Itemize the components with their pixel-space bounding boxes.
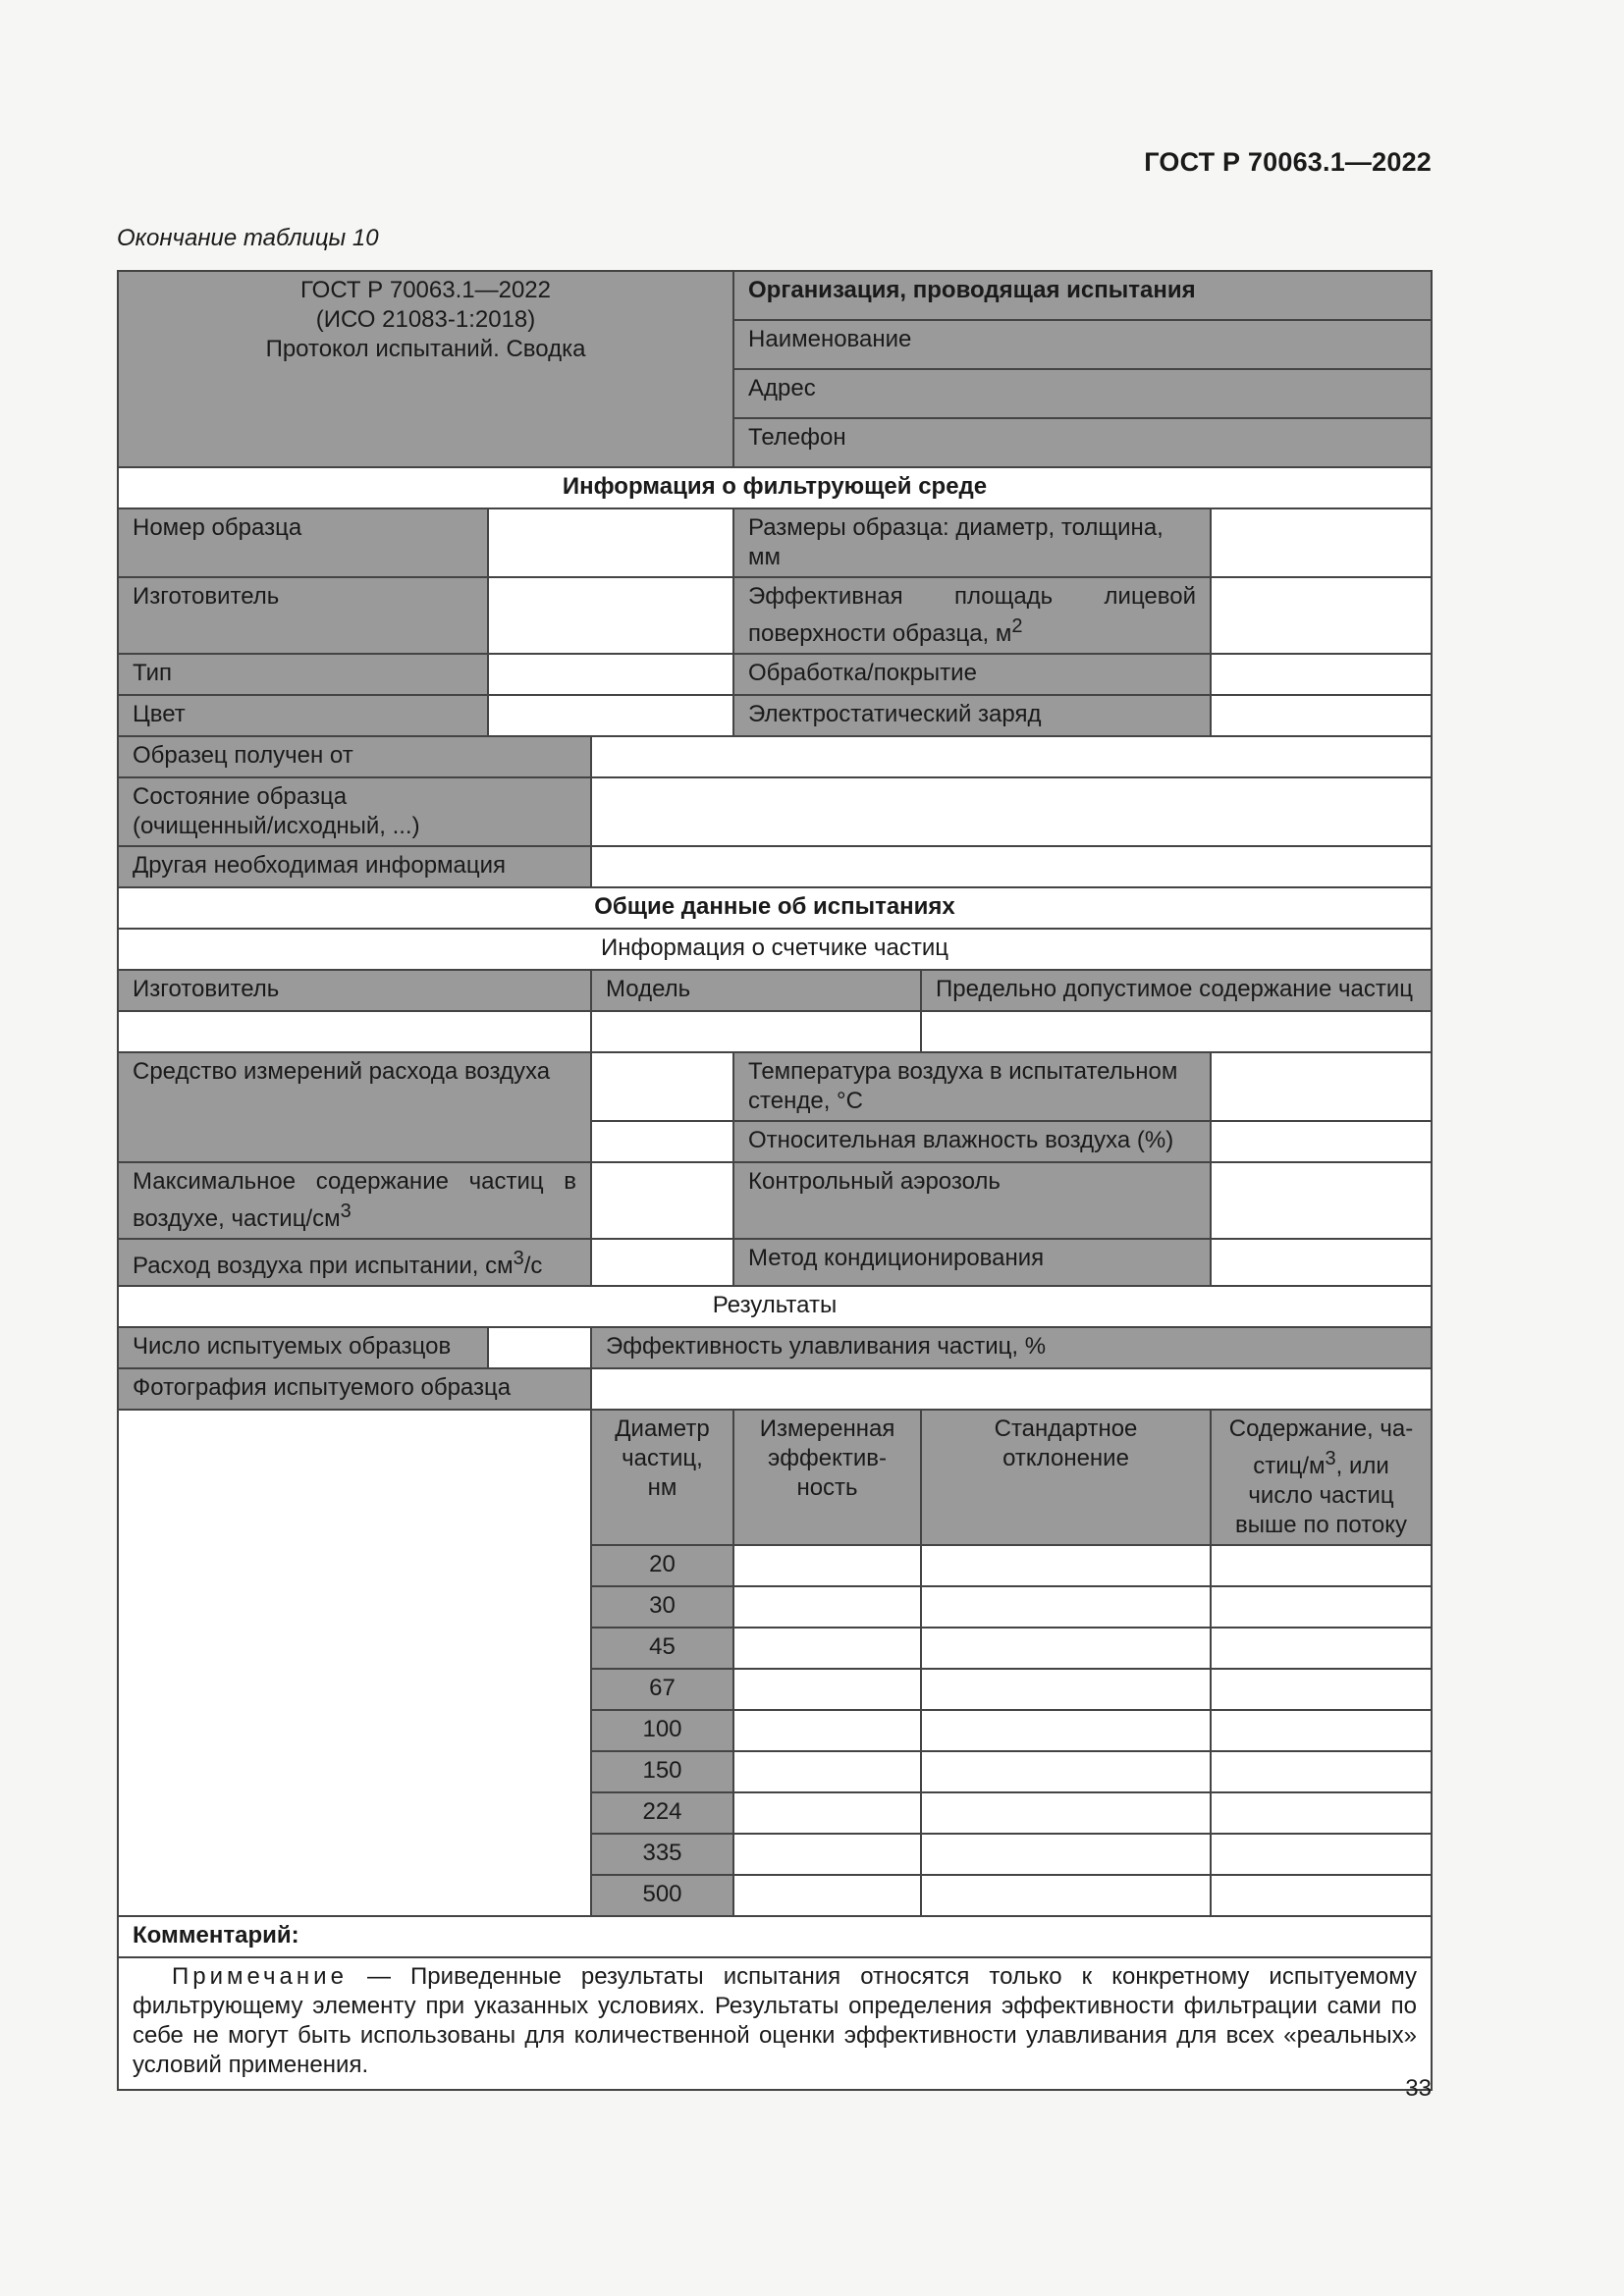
sample-size-value[interactable] <box>1211 508 1432 577</box>
max-particles-label: Максимальное содержание частиц в воздухе, частиц/$см^3$ <box>118 1162 591 1239</box>
stdev-cell[interactable] <box>921 1751 1211 1792</box>
sample-count-label: Число испытуемых образцов <box>118 1327 488 1368</box>
efficiency-heading: Эффективность улавливания частиц, % <box>591 1327 1432 1368</box>
test-airflow-value[interactable] <box>591 1239 733 1286</box>
stdev-cell[interactable] <box>921 1628 1211 1669</box>
measured-cell[interactable] <box>733 1834 921 1875</box>
counter-manufacturer-value[interactable] <box>118 1011 591 1052</box>
content-cell[interactable] <box>1211 1710 1432 1751</box>
type-value[interactable] <box>488 654 733 695</box>
stdev-cell[interactable] <box>921 1834 1211 1875</box>
media-section-heading: Информация о фильтрующей среде <box>118 467 1432 508</box>
charge-value[interactable] <box>1211 695 1432 736</box>
condition-value[interactable] <box>591 777 1432 846</box>
diameter-cell: 45 <box>591 1628 733 1669</box>
stdev-cell[interactable] <box>921 1792 1211 1834</box>
photo-label: Фотография испытуемого образца <box>118 1368 591 1410</box>
note-text: — Приведенные результаты испытания относятся только к конкретному испытуемому фильтрующему элементу при указанных условиях. Результаты определения эффективности фильтрации сами по себе не могут быть использованы для количественной оценки эффективности улавливания для всех «реальных» условий применения. <box>133 1963 1418 2078</box>
humidity-label: Относительная влажность воздуха (%) <box>733 1121 1211 1162</box>
airflow-meter-label: Средство измерений расхода воздуха <box>118 1052 591 1162</box>
counter-model-value[interactable] <box>591 1011 921 1052</box>
charge-label: Электростатический заряд <box>733 695 1211 736</box>
stdev-cell[interactable] <box>921 1710 1211 1751</box>
color-value[interactable] <box>488 695 733 736</box>
org-name-label: Наименование <box>733 320 1432 369</box>
aerosol-label: Контрольный аэрозоль <box>733 1162 1211 1239</box>
other-info-value[interactable] <box>591 846 1432 887</box>
content-cell[interactable] <box>1211 1792 1432 1834</box>
counter-limit-label: Предельно допустимое содержание частиц <box>921 970 1432 1011</box>
diameter-cell: 67 <box>591 1669 733 1710</box>
counter-model-label: Модель <box>591 970 921 1011</box>
type-label: Тип <box>118 654 488 695</box>
diameter-cell: 500 <box>591 1875 733 1916</box>
stdev-cell[interactable] <box>921 1669 1211 1710</box>
protocol-iso: (ИСО 21083-1:2018) <box>315 306 536 333</box>
measured-cell[interactable] <box>733 1545 921 1586</box>
received-from-label: Образец получен от <box>118 736 591 777</box>
effective-area-value[interactable] <box>1211 577 1432 654</box>
diameter-cell: 30 <box>591 1586 733 1628</box>
results-heading: Результаты <box>118 1286 1432 1327</box>
protocol-table <box>117 270 1433 2091</box>
treatment-label: Обработка/покрытие <box>733 654 1211 695</box>
content-cell[interactable] <box>1211 1628 1432 1669</box>
sample-count-value[interactable] <box>488 1327 591 1368</box>
diameter-cell: 20 <box>591 1545 733 1586</box>
diameter-cell: 100 <box>591 1710 733 1751</box>
diameter-cell: 335 <box>591 1834 733 1875</box>
stdev-cell[interactable] <box>921 1545 1211 1586</box>
conditioning-label: Метод кондиционирования <box>733 1239 1211 1286</box>
measured-cell[interactable] <box>733 1586 921 1628</box>
col-stdev-header: Стандартное отклонение <box>921 1410 1211 1545</box>
document-code: ГОСТ Р 70063.1—2022 <box>1144 147 1432 177</box>
sample-number-value[interactable] <box>488 508 733 577</box>
measured-cell[interactable] <box>733 1792 921 1834</box>
counter-manufacturer-label: Изготовитель <box>118 970 591 1011</box>
max-particles-value[interactable] <box>591 1162 733 1239</box>
humidity-value[interactable] <box>1211 1121 1432 1162</box>
page-number: 33 <box>1405 2075 1432 2102</box>
other-info-label: Другая необходимая информация <box>118 846 591 887</box>
airflow-meter-value-1[interactable] <box>591 1052 733 1121</box>
measured-cell[interactable] <box>733 1628 921 1669</box>
sample-number-label: Номер образца <box>118 508 488 577</box>
note-label: Примечание <box>172 1963 348 1990</box>
measured-cell[interactable] <box>733 1669 921 1710</box>
org-address-label: Адрес <box>733 369 1432 418</box>
manufacturer-label: Изготовитель <box>118 577 488 654</box>
test-airflow-label: Расход воздуха при испытании, $см^3/с$ <box>118 1239 591 1286</box>
note-cell <box>118 1957 1432 2090</box>
comment-label: Комментарий: <box>118 1916 1432 1957</box>
content-cell[interactable] <box>1211 1586 1432 1628</box>
org-heading: Организация, проводящая испытания <box>733 271 1432 320</box>
air-temp-label: Температура воздуха в испытательном стенде, °С <box>733 1052 1211 1121</box>
org-phone-label: Телефон <box>733 418 1432 467</box>
content-cell[interactable] <box>1211 1545 1432 1586</box>
condition-label: Состояние образца (очищенный/исходный, ...) <box>118 777 591 846</box>
content-cell[interactable] <box>1211 1834 1432 1875</box>
content-cell[interactable] <box>1211 1875 1432 1916</box>
stdev-cell[interactable] <box>921 1586 1211 1628</box>
sample-size-label: Размеры образца: диаметр, толщина, мм <box>733 508 1211 577</box>
table-caption: Окончание таблицы 10 <box>117 225 379 251</box>
protocol-name: Протокол испытаний. Сводка <box>265 336 586 362</box>
effective-area-label: Эффективная площадь лицевой поверхности образца, $м^2$ <box>733 577 1211 654</box>
photo-value[interactable] <box>591 1368 1432 1410</box>
color-label: Цвет <box>118 695 488 736</box>
measured-cell[interactable] <box>733 1875 921 1916</box>
stdev-cell[interactable] <box>921 1875 1211 1916</box>
airflow-meter-value-2[interactable] <box>591 1121 733 1162</box>
protocol-title-block <box>118 271 733 467</box>
treatment-value[interactable] <box>1211 654 1432 695</box>
aerosol-value[interactable] <box>1211 1162 1432 1239</box>
photo-area <box>118 1410 591 1916</box>
air-temp-value[interactable] <box>1211 1052 1432 1121</box>
content-cell[interactable] <box>1211 1669 1432 1710</box>
conditioning-value[interactable] <box>1211 1239 1432 1286</box>
col-content-header: Содержание, $ча-стиц/м^3$, или число частиц выше по потоку <box>1211 1410 1432 1545</box>
col-diameter-header: Диаметр частиц, нм <box>591 1410 733 1545</box>
measured-cell[interactable] <box>733 1710 921 1751</box>
protocol-standard: ГОСТ Р 70063.1—2022 <box>300 277 551 303</box>
diameter-cell: 224 <box>591 1792 733 1834</box>
counter-heading: Информация о счетчике частиц <box>118 929 1432 970</box>
col-measured-header: Измеренная эффектив-ность <box>733 1410 921 1545</box>
counter-limit-value[interactable] <box>921 1011 1432 1052</box>
manufacturer-value[interactable] <box>488 577 733 654</box>
test-section-heading: Общие данные об испытаниях <box>118 887 1432 929</box>
diameter-cell: 150 <box>591 1751 733 1792</box>
received-from-value[interactable] <box>591 736 1432 777</box>
measured-cell[interactable] <box>733 1751 921 1792</box>
content-cell[interactable] <box>1211 1751 1432 1792</box>
